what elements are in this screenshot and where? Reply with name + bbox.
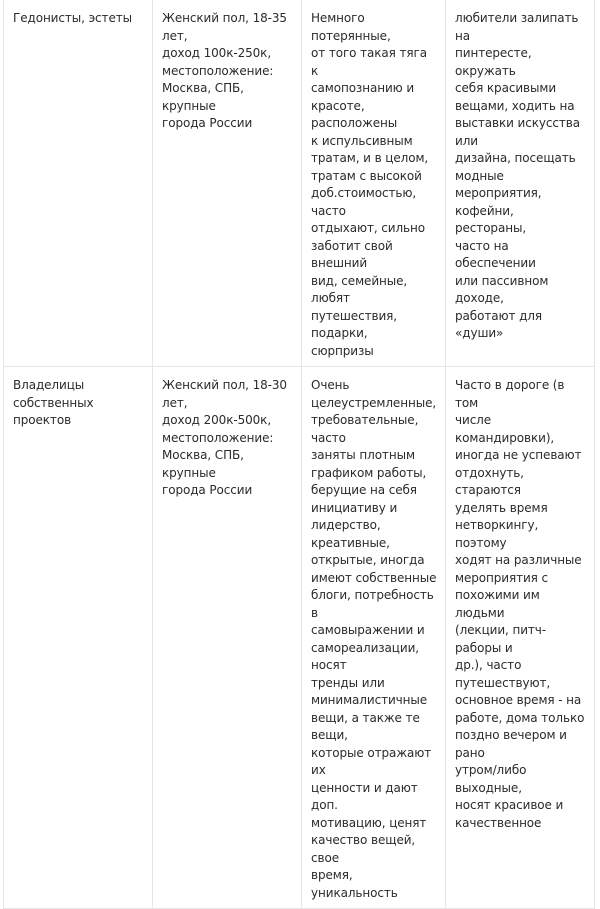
segment-name: Владелицы собственных проектов: [13, 378, 94, 427]
behavior-cell: [446, 0, 595, 367]
segment-cell: [4, 367, 153, 909]
behavior-text: Часто в дороге (в том числе командировки), иногда не успевают отдохнуть, стараются уделять время нетворкингу, поэтому ходят на различные мероприятия с похожими им людьми (лекции, питч-раборы и др.), часто путешествуют, основное время - на работе, дома только поздно вечером и рано утром/либо выходные, носят красивое и качественное: [455, 378, 585, 830]
demographics-cell: [153, 0, 302, 367]
table-row: [4, 367, 595, 909]
table-row: [4, 0, 595, 367]
psychographics-text: Очень целеустремленные, требовательные, часто заняты плотным графиком работы, берущие на себя инициативу и лидерство, креативные, открытые, иногда имеют собственные блоги, потребность в самовыражении и самореализации, носят тренды или минималистичные вещи, а также те вещи, которые отражают их ценности и дают доп. мотивацию, ценят качество вещей, свое время, уникальность: [311, 378, 437, 900]
psychographics-cell: [302, 367, 446, 909]
demographics-cell: [153, 367, 302, 909]
demographics-text: Женский пол, 18-35 лет, доход 100к-250к, местоположение: Москва, СПБ, крупные города России: [162, 11, 287, 130]
audience-segments-table: [3, 0, 595, 909]
behavior-cell: [446, 367, 595, 909]
segment-name: Гедонисты, эстеты: [13, 11, 132, 25]
psychographics-text: Немного потерянные, от того такая тяга к самопознанию и красоте, расположены к испульсивным тратам, и в целом, тратам с высокой доб.стоимостью, часто отдыхают, сильно заботит свой внешний вид, семейные, любят путешествия, подарки, сюрпризы: [311, 11, 429, 358]
psychographics-cell: [302, 0, 446, 367]
behavior-text: любители залипать на пинтересте, окружать себя красивыми вещами, ходить на выставки искусства или дизайна, посещать модные мероприятия, кофейни, рестораны, часто на обеспечении или пассивном доходе, работают для «души»: [455, 11, 580, 340]
segment-cell: [4, 0, 153, 367]
demographics-text: Женский пол, 18-30 лет, доход 200к-500к, местоположение: Москва, СПБ, крупные города России: [162, 378, 287, 497]
